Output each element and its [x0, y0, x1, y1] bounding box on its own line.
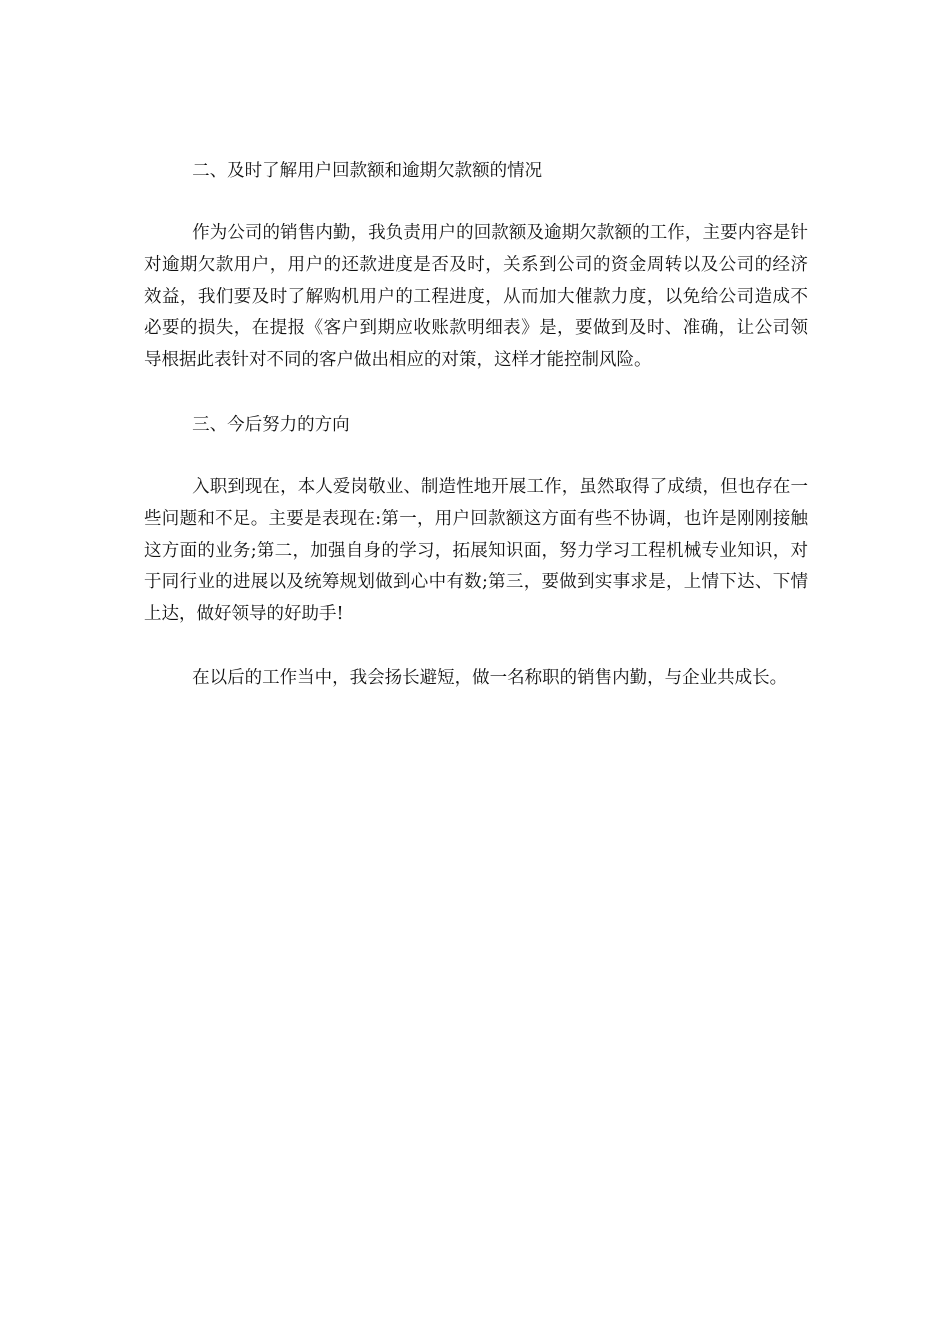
section-3-paragraph-2: 在以后的工作当中，我会扬长避短，做一名称职的销售内勤，与企业共成长。 — [192, 667, 788, 688]
document-body — [144, 155, 808, 695]
section-heading-2: 二、及时了解用户回款额和逾期欠款额的情况 — [192, 161, 543, 181]
section-3-paragraph-1: 入职到现在，本人爱岗敬业、制造性地开展工作，虽然取得了成绩，但也存在一些问题和不足。主要是表现在:第一，用户回款额这方面有些不协调，也许是刚刚接触这方面的业务;第二，加强自身的学习，拓展知识面，努力学习工程机械专业知识，对于同行业的进展以及统筹规划做到心中有数;第三，要做到实事求是，上情下达、下情上达，做好领导的好助手! — [144, 476, 808, 625]
section-heading-3: 三、今后努力的方向 — [192, 414, 350, 435]
section-2-paragraph: 作为公司的销售内勤，我负责用户的回款额及逾期欠款额的工作，主要内容是针对逾期欠款用户，用户的还款进度是否及时，关系到公司的资金周转以及公司的经济效益，我们要及时了解购机用户的工程进度，从而加大催款力度，以免给公司造成不必要的损失，在提报《客户到期应收账款明细表》是，要做到及时、准确，让公司领导根据此表针对不同的客户做出相应的对策，这样才能控制风险。 — [144, 223, 808, 371]
